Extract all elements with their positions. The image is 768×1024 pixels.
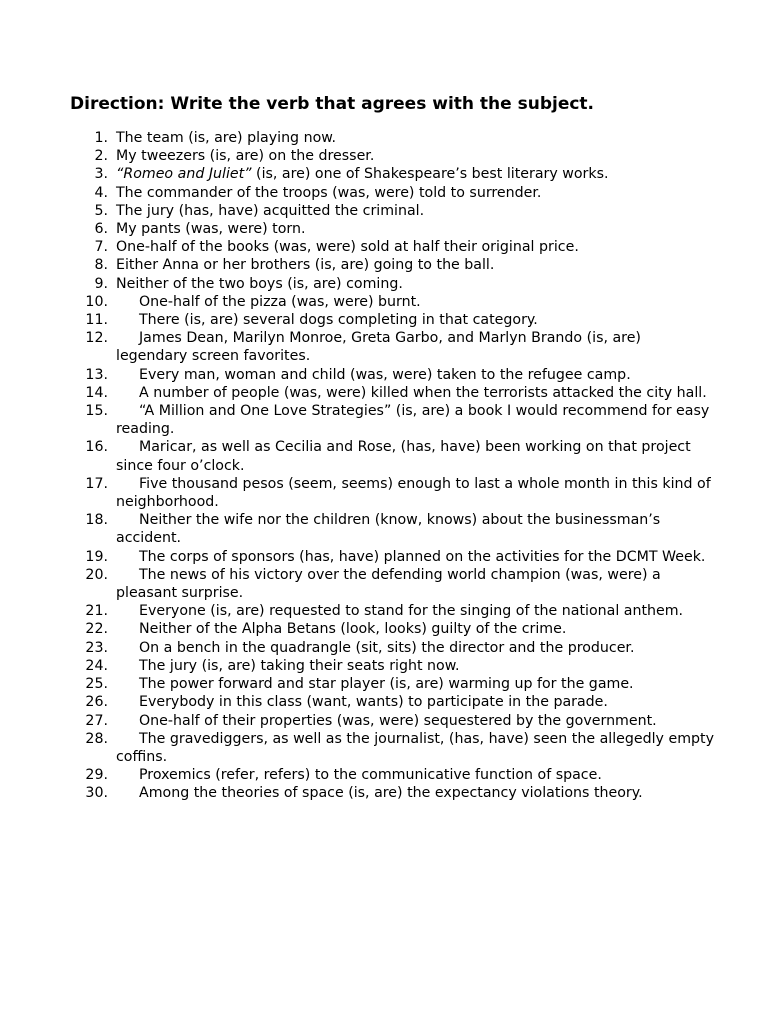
list-item <box>0 384 716 402</box>
item-number: 30. <box>85 785 108 802</box>
list-item <box>0 730 716 766</box>
item-number: 29. <box>85 767 108 784</box>
item-text: The team (is, are) playing now. <box>116 130 337 146</box>
item-number: 27. <box>85 712 108 729</box>
item-text: One-half of the books (was, were) sold at half their original price. <box>116 239 579 256</box>
list-item <box>0 511 716 547</box>
item-number: 24. <box>85 657 108 674</box>
item-number: 8. <box>94 257 108 274</box>
item-number: 19. <box>85 548 108 565</box>
list-item <box>0 784 716 802</box>
item-number: 1. <box>94 130 108 146</box>
item-number: 3. <box>94 166 108 183</box>
list-item <box>0 147 716 165</box>
list-item <box>0 366 716 384</box>
list-item <box>0 548 716 566</box>
list-item <box>0 129 716 147</box>
item-text-italic: “Romeo and Juliet” <box>116 166 252 183</box>
item-text: Every man, woman and child (was, were) taken to the refugee camp. <box>139 366 631 383</box>
list-item <box>0 675 716 693</box>
item-text: One-half of their properties (was, were) sequestered by the government. <box>139 712 657 729</box>
list-item <box>0 329 716 365</box>
list-item <box>0 165 716 183</box>
item-text: Five thousand pesos (seem, seems) enough to last a whole month in this kind of neighborhood. <box>116 475 711 511</box>
item-number: 23. <box>85 639 108 656</box>
item-number: 22. <box>85 621 108 638</box>
item-number: 9. <box>94 275 108 292</box>
item-text-rest: (is, are) one of Shakespeare’s best literary works. <box>251 166 609 183</box>
item-text: One-half of the pizza (was, were) burnt. <box>139 293 421 310</box>
item-text: The jury (is, are) taking their seats right now. <box>139 657 460 674</box>
item-text: There (is, are) several dogs completing in that category. <box>139 312 538 329</box>
list-item <box>0 475 716 511</box>
item-number: 11. <box>85 312 108 329</box>
list-item <box>0 566 716 602</box>
question-list <box>0 129 768 803</box>
list-item <box>0 620 716 638</box>
item-text: Neither of the two boys (is, are) coming. <box>116 275 403 292</box>
list-item <box>0 693 716 711</box>
item-text: The jury (has, have) acquitted the criminal. <box>116 202 425 219</box>
list-item <box>0 657 716 675</box>
item-number: 15. <box>85 403 108 420</box>
list-item <box>0 712 716 730</box>
item-text: Among the theories of space (is, are) the expectancy violations theory. <box>139 785 643 802</box>
item-text: Proxemics (refer, refers) to the communicative function of space. <box>139 767 602 784</box>
item-text: The news of his victory over the defending world champion (was, were) a pleasant surprise. <box>116 566 661 602</box>
item-text: Everybody in this class (want, wants) to participate in the parade. <box>139 694 608 711</box>
item-text: A number of people (was, were) killed when the terrorists attacked the city hall. <box>139 384 707 401</box>
list-item <box>0 438 716 474</box>
list-item <box>0 766 716 784</box>
list-item <box>0 402 716 438</box>
item-number: 25. <box>85 676 108 693</box>
list-item <box>0 275 716 293</box>
item-text: “A Million and One Love Strategies” (is, are) a book I would recommend for easy reading. <box>116 403 710 438</box>
item-text: James Dean, Marilyn Monroe, Greta Garbo, and Marlyn Brando (is, are) legendary screen favorites. <box>116 330 641 365</box>
item-number: 5. <box>94 202 108 219</box>
list-item <box>0 238 716 256</box>
list-item <box>0 293 716 311</box>
list-item <box>0 256 716 274</box>
item-number: 14. <box>85 384 108 401</box>
list-item <box>0 220 716 238</box>
item-text: Either Anna or her brothers (is, are) going to the ball. <box>116 257 495 274</box>
item-number: 13. <box>85 366 108 383</box>
item-number: 16. <box>85 439 108 456</box>
item-number: 26. <box>85 694 108 711</box>
item-text: The corps of sponsors (has, have) planned on the activities for the DCMT Week. <box>139 548 706 565</box>
item-text: The commander of the troops (was, were) told to surrender. <box>116 184 542 201</box>
item-text: My tweezers (is, are) on the dresser. <box>116 148 375 165</box>
item-text: Neither the wife nor the children (know, knows) about the businessman’s accident. <box>116 512 661 547</box>
item-number: 12. <box>85 330 108 347</box>
item-number: 7. <box>94 239 108 256</box>
item-number: 4. <box>94 184 108 201</box>
item-text: The power forward and star player (is, are) warming up for the game. <box>139 676 634 693</box>
list-item <box>0 311 716 329</box>
item-text: On a bench in the quadrangle (sit, sits) the director and the producer. <box>139 639 635 656</box>
direction-title: Direction: Write the verb that agrees with the subject. <box>70 94 595 114</box>
item-number: 6. <box>94 221 108 238</box>
item-number: 18. <box>85 512 108 529</box>
item-number: 2. <box>94 148 108 165</box>
item-text: The gravediggers, as well as the journalist, (has, have) seen the allegedly empty coffins. <box>116 730 714 765</box>
item-number: 17. <box>85 475 108 492</box>
item-text: Neither of the Alpha Betans (look, looks) guilty of the crime. <box>139 621 567 638</box>
item-text <box>116 165 716 183</box>
list-item <box>0 602 716 620</box>
list-item <box>0 184 716 202</box>
item-number: 21. <box>85 603 108 620</box>
item-number: 10. <box>85 293 108 310</box>
list-item <box>0 639 716 657</box>
item-number: 28. <box>85 730 108 747</box>
item-text: Maricar, as well as Cecilia and Rose, (has, have) been working on that project since four o’clock. <box>116 439 691 474</box>
item-number: 20. <box>85 566 108 583</box>
item-text: My pants (was, were) torn. <box>116 221 306 238</box>
item-text: Everyone (is, are) requested to stand for the singing of the national anthem. <box>139 603 684 620</box>
list-item <box>0 202 716 220</box>
